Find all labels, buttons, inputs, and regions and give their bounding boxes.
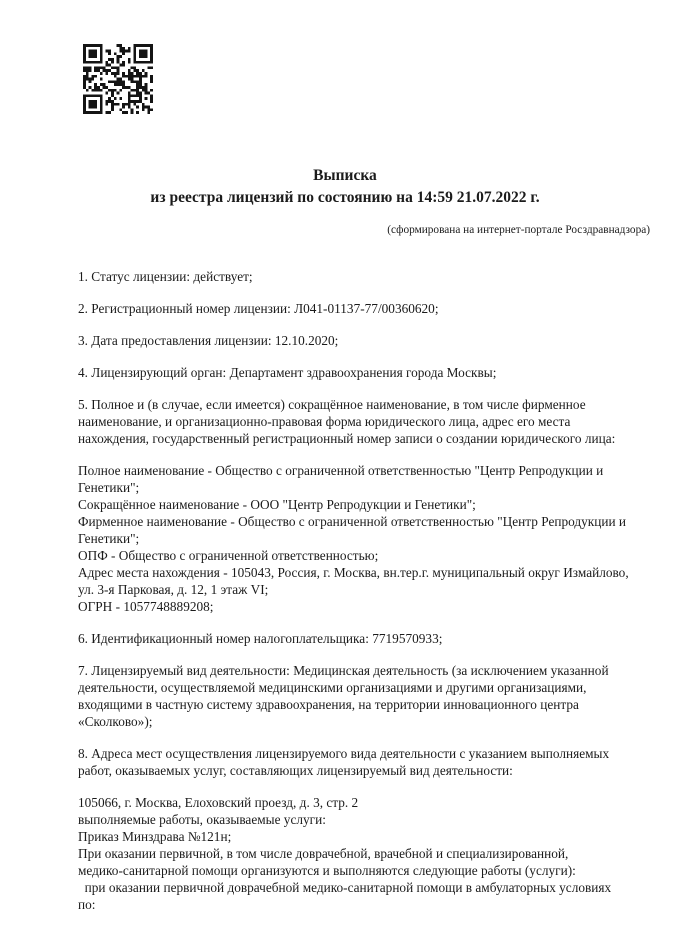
- text-line: ул. 3-я Парковая, д. 12, 1 этаж VI;: [78, 582, 269, 597]
- text-line: наименование, и организационно-правовая форма юридического лица, адрес его места: [78, 414, 571, 429]
- text-line: 5. Полное и (в случае, если имеется) сокращённое наименование, в том числе фирменное: [78, 397, 586, 412]
- text-line: при оказании первичной доврачебной медико-санитарной помощи в амбулаторных условиях: [78, 880, 612, 895]
- text-line: 3. Дата предоставления лицензии: 12.10.2020;: [78, 333, 339, 348]
- text-line: При оказании первичной, в том числе доврачебной, врачебной и специализированной,: [78, 846, 569, 861]
- paragraph: [78, 745, 648, 779]
- paragraph: [78, 794, 648, 913]
- text-line: 2. Регистрационный номер лицензии: Л041-01137-77/00360620;: [78, 301, 439, 316]
- document-subtitle: (сформирована на интернет-портале Росздравнадзора): [387, 224, 650, 236]
- text-line: 1. Статус лицензии: действует;: [78, 269, 253, 284]
- text-line: ОГРН - 1057748889208;: [78, 599, 214, 614]
- document-title: [40, 165, 650, 208]
- paragraph: [78, 630, 648, 647]
- paragraph: [78, 662, 648, 730]
- paragraph: [78, 462, 648, 615]
- text-line: 6. Идентификационный номер налогоплательщика: 7719570933;: [78, 631, 443, 646]
- text-line: Генетики";: [78, 480, 140, 495]
- paragraph: [78, 332, 648, 349]
- text-line: нахождения, государственный регистрационный номер записи о создании юридического лица:: [78, 431, 616, 446]
- qr-code-icon: [83, 44, 153, 114]
- text-line: Генетики";: [78, 531, 140, 546]
- paragraph: [78, 364, 648, 381]
- paragraph: [78, 396, 648, 447]
- text-line: Сокращённое наименование - ООО "Центр Репродукции и Генетики";: [78, 497, 476, 512]
- text-line: медико-санитарной помощи организуются и выполняются следующие работы (услуги):: [78, 863, 576, 878]
- text-line: выполняемые работы, оказываемые услуги:: [78, 812, 326, 827]
- text-line: деятельности, осуществляемой медицинскими организациями и другими организациями,: [78, 680, 587, 695]
- text-line: работ, оказываемых услуг, составляющих лицензируемый вид деятельности:: [78, 763, 513, 778]
- document-title-line2: из реестра лицензий по состоянию на 14:59 21.07.2022 г.: [150, 188, 540, 206]
- paragraph: [78, 300, 648, 317]
- text-line: входящими в частную систему здравоохранения, на территории инновационного центра: [78, 697, 579, 712]
- text-line: Полное наименование - Общество с ограниченной ответственностью "Центр Репродукции и: [78, 463, 604, 478]
- text-line: ОПФ - Общество с ограниченной ответственностью;: [78, 548, 379, 563]
- text-line: «Сколково»);: [78, 714, 153, 729]
- text-line: Адрес места нахождения - 105043, Россия, г. Москва, вн.тер.г. муниципальный округ Измайлово,: [78, 565, 629, 580]
- paragraph: [78, 268, 648, 285]
- text-line: Фирменное наименование - Общество с ограниченной ответственностью "Центр Репродукции и: [78, 514, 627, 529]
- text-line: по:: [78, 897, 96, 912]
- document-body: [78, 268, 648, 913]
- text-line: 4. Лицензирующий орган: Департамент здравоохранения города Москвы;: [78, 365, 497, 380]
- text-line: 7. Лицензируемый вид деятельности: Медицинская деятельность (за исключением указанной: [78, 663, 609, 678]
- document-title-line1: Выписка: [313, 167, 377, 184]
- text-line: 105066, г. Москва, Елоховский проезд, д. 3, стр. 2: [78, 795, 359, 810]
- text-line: Приказ Минздрава №121н;: [78, 829, 232, 844]
- text-line: 8. Адреса мест осуществления лицензируемого вида деятельности с указанием выполняемых: [78, 746, 610, 761]
